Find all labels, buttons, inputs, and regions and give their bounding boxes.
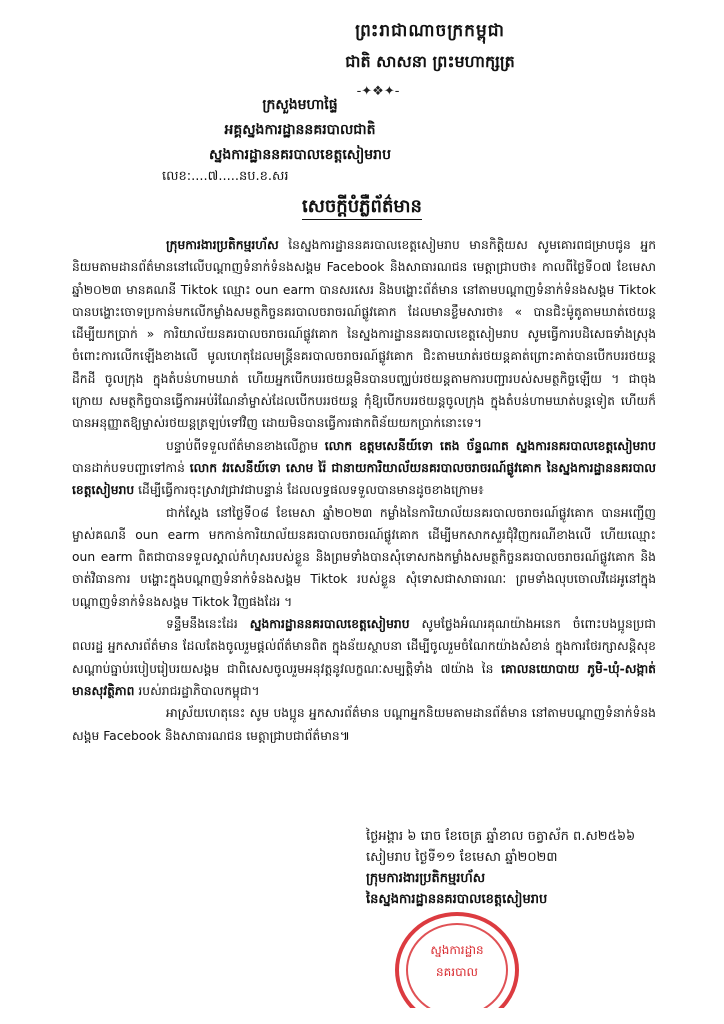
- reference-number: លេខ:....៧.....នប.ខ.សរ: [162, 169, 289, 184]
- document-title-text: សេចក្ដីបំភ្លឺព័ត៌មាន: [302, 196, 422, 220]
- paragraph-4-highlight-2: គោលនយោបាយ ភូមិ-ឃុំ-សង្កាត់ មានសុវត្ថិភាព: [72, 661, 656, 698]
- ministry-line-1: ក្រសួងមហាផ្ទៃ: [262, 97, 338, 113]
- ministry-line-2: អគ្គស្នងការដ្ឋាននគរបាលជាតិ: [224, 122, 376, 138]
- paragraph-4: [72, 613, 656, 702]
- ministry-block: [150, 95, 450, 170]
- issue-date: សៀមរាប ថ្ងៃទី១១ ខែមេសា ឆ្នាំ២០២៣: [366, 850, 558, 865]
- paragraph-4-middle: សូមថ្លែងអំណរគុណយ៉ាងអនេក ចំពោះបងប្អូនប្រជាពលរដ្ឋ អ្នកសារព័ត៌មាន ដែលតែងចូលរួមផ្ដល់ព័ត៌មានពិត ក្នុងន័យស្ថាបនា ដើម្បីចូលរួមចំណែកយ៉ាងសំខាន់ ក្នុងការថែរក្សាសន្តិសុខ សណ្ដាប់ធ្នាប់របៀបរៀបរយសង្គម ជាពិសេសចូលរួមអនុវត្តនូវលក្ខណៈសម្បត្តិទាំង ៧យ៉ាង នៃ: [72, 617, 656, 676]
- kingdom-title: ព្រះរាជាណាចក្រកម្ពុជា: [355, 21, 505, 41]
- document-body: [72, 234, 656, 747]
- paragraph-2-before: បន្ទាប់ពីទទួលព័ត៌មានខាងលើភ្លាម: [166, 438, 325, 453]
- paragraph-2-highlight: លោក ឧត្តមសេនីយ៍ទោ តេង ច័ន្ទណាត ស្នងការនគរបាលខេត្តសៀមរាប: [324, 438, 656, 453]
- paragraph-4-after: របស់រាជរដ្ឋាភិបាលកម្ពុជា។: [134, 683, 260, 698]
- stamp-text: ស្នងការដ្ឋាន: [430, 943, 484, 957]
- document-title: [0, 194, 724, 221]
- paragraph-5-text: អាស្រ័យហេតុនេះ សូម បងប្អូន អ្នកសារព័ត៌មាន បណ្ដាអ្នកនិយមតាមដានព័ត៌មាន នៅតាមបណ្ដាញទំនាក់ទំនងសង្គម Facebook និងសាធារណជន មេត្តាជ្រាបជាព័ត៌មាន៕: [72, 706, 656, 743]
- paragraph-2-middle: បានដាក់បទបញ្ជាទៅកាន់: [72, 460, 190, 475]
- ornament-divider: -✦❖✦-: [356, 84, 400, 99]
- kingdom-header: [300, 20, 560, 75]
- paragraph-4-before: ទន្ទឹមនឹងនេះដែរ: [166, 617, 250, 632]
- ministry-line-3: ស្នងការដ្ឋាននគរបាលខេត្តសៀមរាប: [209, 147, 391, 163]
- paragraph-2: [72, 435, 656, 502]
- paragraph-3-text: ជាក់ស្ដែង នៅថ្ងៃទី០៨ ខែមេសា ឆ្នាំ២០២៣ កម្លាំងនៃការិយាល័យនគរបាលចរាចរណ៍ផ្លូវគោក បានអញ្ជើញម្ចាស់គណនី oun earm មកកាន់ការិយាល័យនគរបាលចរាចរណ៍ផ្លូវគោក ដើម្បីមកសាកសួរជុំវិញករណីខាងលើ ហើយឈ្មោះ oun earm ពិតជាបានទទួលស្គាល់កំហុសរបស់ខ្លួន និងព្រមទាំងបានសុំទោសកងកម្លាំងសមត្ថកិច្ចនគរបាលចរាចរណ៍ផ្លូវគោក និងចាត់វិធានការ បង្ហោះក្នុងបណ្ដាញទំនាក់ទំនងសង្គម Tiktok របស់ខ្លួន សុំទោសជាសាធារណៈ ព្រមទាំងលុបចោលវីដេអូនៅក្នុងបណ្ដាញទំនាក់ទំនងសង្គម Tiktok វិញផងដែរ ។: [72, 505, 656, 609]
- signer-line-2: នៃស្នងការដ្ឋាននគរបាលខេត្តសៀមរាប: [366, 892, 548, 907]
- paragraph-2-after: ដើម្បីធ្វើការចុះស្រាវជ្រាវជាបន្ទាន់ ដែលលទ្ធផលទទួលបានមានដូចខាងក្រោម៖: [134, 483, 484, 498]
- paragraph-5: [72, 702, 656, 747]
- national-motto: ជាតិ សាសនា ព្រះមហាក្សត្រ: [345, 52, 515, 71]
- paragraph-4-highlight: ស្នងការដ្ឋាននគរបាលខេត្តសៀមរាប: [249, 617, 410, 632]
- paragraph-3: [72, 502, 656, 613]
- date-signature-block: [366, 826, 666, 910]
- stamp-inner-text: នគរបាល: [436, 965, 478, 979]
- paragraph-2-highlight-2: លោក វរសេនីយ៍ទោ សោម រ៉ៃ ជានាយការិយាល័យនគរបាលចរាចរណ៍ផ្លូវគោក នៃស្នងការដ្ឋាននគរបាលខេត្តសៀមរាប: [72, 460, 657, 498]
- official-stamp-icon: [393, 910, 521, 1008]
- lunar-date: ថ្ងៃអង្គារ ៦ រោច ខែចេត្រ ឆ្នាំខាល ចត្វាស័ក ព.ស២៥៦៦: [366, 829, 636, 844]
- paragraph-1: [72, 234, 656, 435]
- signer-line-1: ក្រុមការងារប្រតិកម្មរហ័ស: [366, 871, 486, 886]
- paragraph-1-text: នៃស្នងការដ្ឋាននគរបាលខេត្តសៀមរាប មានកិត្តិយស សូមគោរពជម្រាបជូន អ្នកនិយមតាមដានព័ត៌មាននៅលើបណ្ដាញទំនាក់ទំនងសង្គម Facebook និងសាធារណជន មេត្តាជ្រាបថា៖ កាលពីថ្ងៃទី០៧ ខែមេសា ឆ្នាំ២០២៣ មានគណនី Tiktok ឈ្មោះ oun earm បានសរសេរ និងបង្ហោះព័ត៌មាន នៅតាមបណ្ដាញទំនាក់ទំនងសង្គម Tiktok បានបង្ហោះចោទប្រកាន់មកលើកម្លាំងសមត្ថកិច្ចនគរបាលចរាចរណ៍ផ្លូវគោក ដែលមានខ្លឹមសារថា៖ « បានជិះម៉ូតូតាមឃាត់ថេយន្តដើម្បីយកប្រាក់ » ការិយាល័យនគរបាលចរាចរណ៍ផ្លូវគោក នៃស្នងការដ្ឋាននគរបាលខេត្តសៀមរាប សូមធ្វើការបដិសេធទាំងស្រុងចំពោះការលើកឡើងខាងលើ មូលហេតុដែលមន្ត្រីនគរបាលចរាចរណ៍ផ្លូវគោក ជិះតាមឃាត់រថយន្តគាត់ព្រោះគាត់បានបើកបររថយន្តដឹកដី ចូលក្រុង ក្នុងតំបន់ហាមឃាត់ ហើយអ្នកបើកបររថយន្តមិនបានបញ្ឈប់រថយន្តតាមការបញ្ជារបស់សមត្ថកិច្ចឡើយ ។ ជាចុងក្រោយ សមត្ថកិច្ចបានធ្វើការអប់រំណែនាំម្ចាស់ដែលបើកបររថយន្ត កុំឱ្យបើកបររថយន្តចូលក្រុង ក្នុងតំបន់ហាមឃាត់បន្តទៀត ហើយក៏បានអនុញ្ញាតឱ្យម្ចាស់រថយន្តត្រឡប់ទៅវិញ ដោយមិនបានធ្វើការផាកពិន័យយកប្រាក់នោះទេ។: [72, 238, 656, 431]
- paragraph-1-lead: ក្រុមការងារប្រតិកម្មរហ័ស: [166, 238, 279, 252]
